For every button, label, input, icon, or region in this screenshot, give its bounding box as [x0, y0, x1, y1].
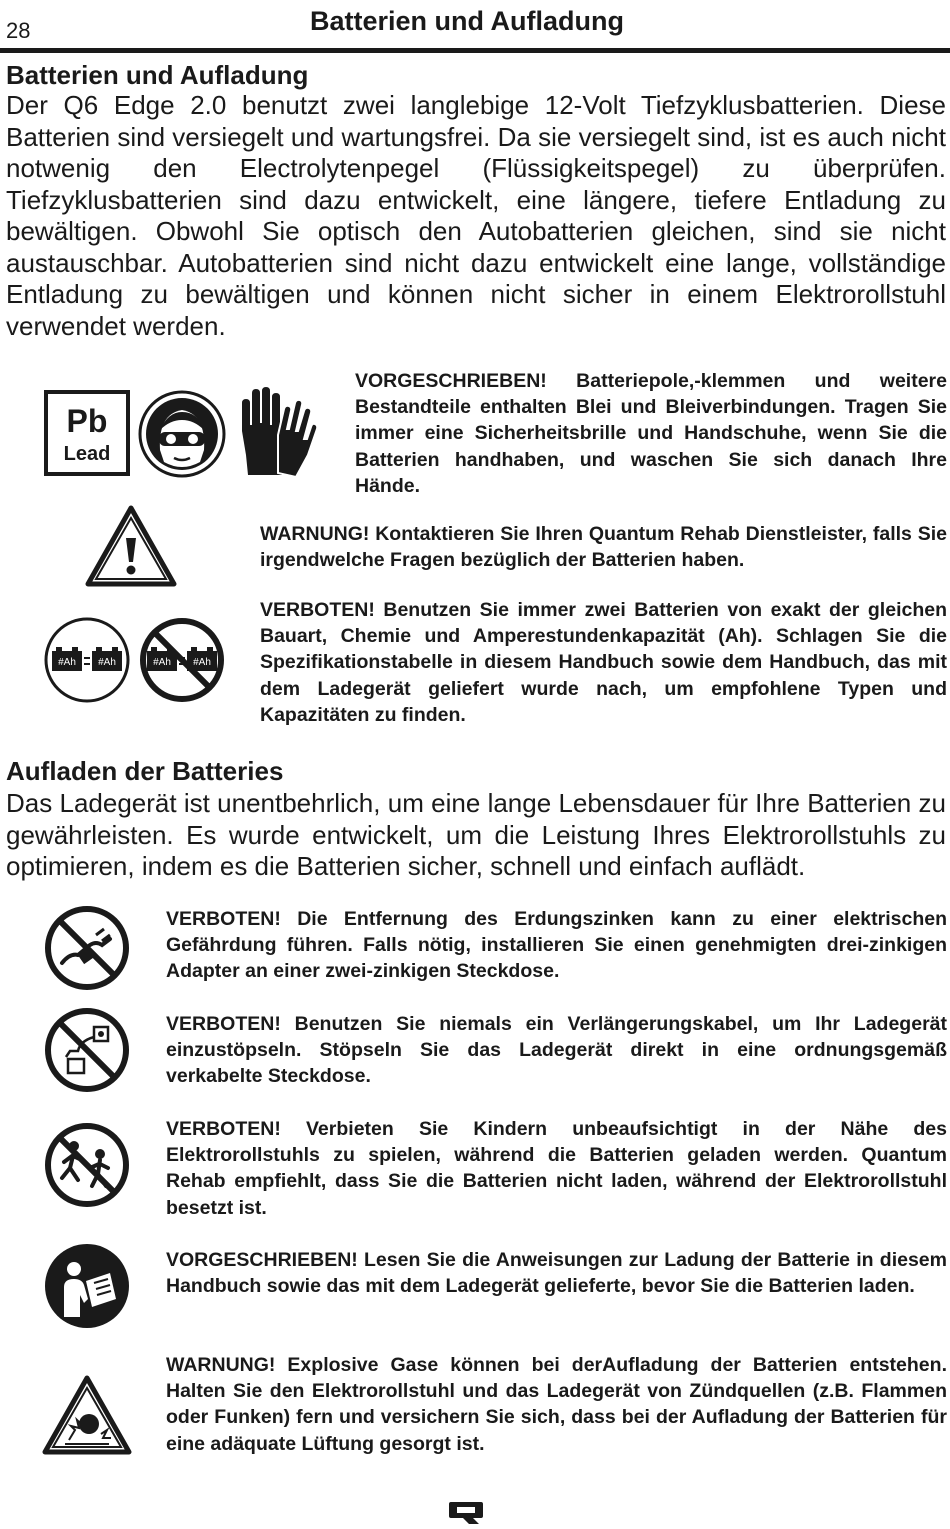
brand-logo-icon — [447, 1500, 485, 1526]
battery-label: #Ah — [153, 657, 171, 668]
section-body-charging: Das Ladegerät ist unentbehrlich, um eine lange Lebensdauer für Ihre Batterien zu gewährleisten. Es wurde entwickelt, um die Leistung Ihres Elektrorollstuhls zu optimieren, indem es die Batterien sicher, schnell und einfach auflädt. — [6, 788, 946, 881]
running-header: Batterien und Aufladung — [310, 6, 624, 36]
battery-label: #Ah — [193, 657, 211, 668]
no-children-icon — [44, 1122, 130, 1208]
read-manual-icon — [44, 1243, 130, 1329]
notice-contact-provider: WARNUNG! Kontaktieren Sie Ihren Quantum Rehab Dienstleister, falls Sie irgendwelche Fragen bezüglich der Batterien haben. — [260, 523, 947, 572]
notice-extension-cord: VERBOTEN! Benutzen Sie niemals ein Verlängerungskabel, um Ihr Ladegerät einzustöpseln. Stöpseln Sie das Ladegerät direkt in eine ordnungsgemäß verkabelte Steckdose. — [166, 1013, 947, 1088]
notice-read-manual: VORGESCHRIEBEN! Lesen Sie die Anweisungen zur Ladung der Batterie in diesem Handbuch sowie das mit dem Ladegerät gelieferte, bevor Sie die Batterien laden. — [166, 1249, 947, 1298]
gloves-icon — [234, 385, 318, 479]
notice-lead: VORGESCHRIEBEN! Batteriepole,-klemmen und weitere Bestandteile enthalten Blei und Bleiverbindungen. Tragen Sie immer eine Sicherheitsbrille und Handschuhe, wenn Sie die Batterien handhaben, und waschen Sie sich danach Ihre Hände. — [355, 370, 947, 497]
battery-label: #Ah — [58, 657, 76, 668]
warning-triangle-icon — [84, 504, 178, 588]
notice-two-batteries: VERBOTEN! Benutzen Sie immer zwei Batterien von exakt der gleichen Bauart, Chemie und Amperestundenkapazität (Ah). Schlagen Sie die Spezifikationstabelle in diesem Handbuch sowie dem Handbuch, das mit dem Ladegerät geliefert wurde nach, um empfohlene Typen und Kapazitäten zu finden. — [260, 599, 947, 726]
section-body-batteries: Der Q6 Edge 2.0 benutzt zwei langlebige 12-Volt Tiefzyklusbatterien. Diese Batterien sind versiegelt und wartungsfrei. Da sie versiegelt sind, ist es auch nicht notwenig den Electrolytenpegel (Flüssigkeitspegel) zu überprüfen. Tiefzyklusbatterien sind dazu entwickelt, eine längere, tiefere Entladung zu bewältigen. Obwohl Sie optisch den Autobatterien gleichen, sind sie nicht austauschbar. Autobatterien sind nicht dazu entwickelt eine lange, vollständige Entladung zu bewältigen und können nicht sicher in einem Elektrorollstuhl verwendet werden. — [6, 90, 946, 341]
explosive-gas-icon — [41, 1374, 133, 1456]
safety-goggles-icon — [138, 390, 226, 478]
page-number: 28 — [6, 18, 31, 43]
battery-equal-icon — [44, 617, 130, 703]
lead-symbol: Pb — [66, 403, 108, 439]
section-title-batteries: Batterien und Aufladung — [6, 60, 309, 90]
notice-ground-prong: VERBOTEN! Die Entfernung des Erdungszinken kann zu einer elektrischen Gefährdung führen. Falls nötig, installieren Sie einen genehmigten drei-zinkigen Adapter an einer zwei-zinkigen Steckdose. — [166, 908, 947, 983]
lead-label: Lead — [63, 443, 111, 465]
battery-label: #Ah — [98, 657, 116, 668]
battery-not-equal-icon — [139, 617, 225, 703]
no-ground-prong-removal-icon — [44, 905, 130, 991]
notice-explosive-gases: WARNUNG! Explosive Gase können bei derAufladung der Batterien entstehen. Halten Sie den Elektrorollstuhl und das Ladegerät von Zündquellen (z.B. Flammen oder Funken) fern und versichern Sie sich, dass bei der Aufladung der Batterien für eine adäquate Lüftung gesorgt ist. — [166, 1354, 947, 1455]
header-rule — [0, 48, 950, 53]
section-title-charging: Aufladen der Batteries — [6, 756, 284, 786]
lead-icon — [44, 390, 130, 476]
notice-children: VERBOTEN! Verbieten Sie Kindern unbeaufsichtigt in der Nähe des Elektrorollstuhls zu spielen, während die Batterien geladen werden. Quantum Rehab empfiehlt, dass Sie die Batterien nicht laden, während der Elektrorollstuhl besetzt ist. — [166, 1118, 947, 1219]
no-extension-cord-icon — [44, 1007, 130, 1093]
